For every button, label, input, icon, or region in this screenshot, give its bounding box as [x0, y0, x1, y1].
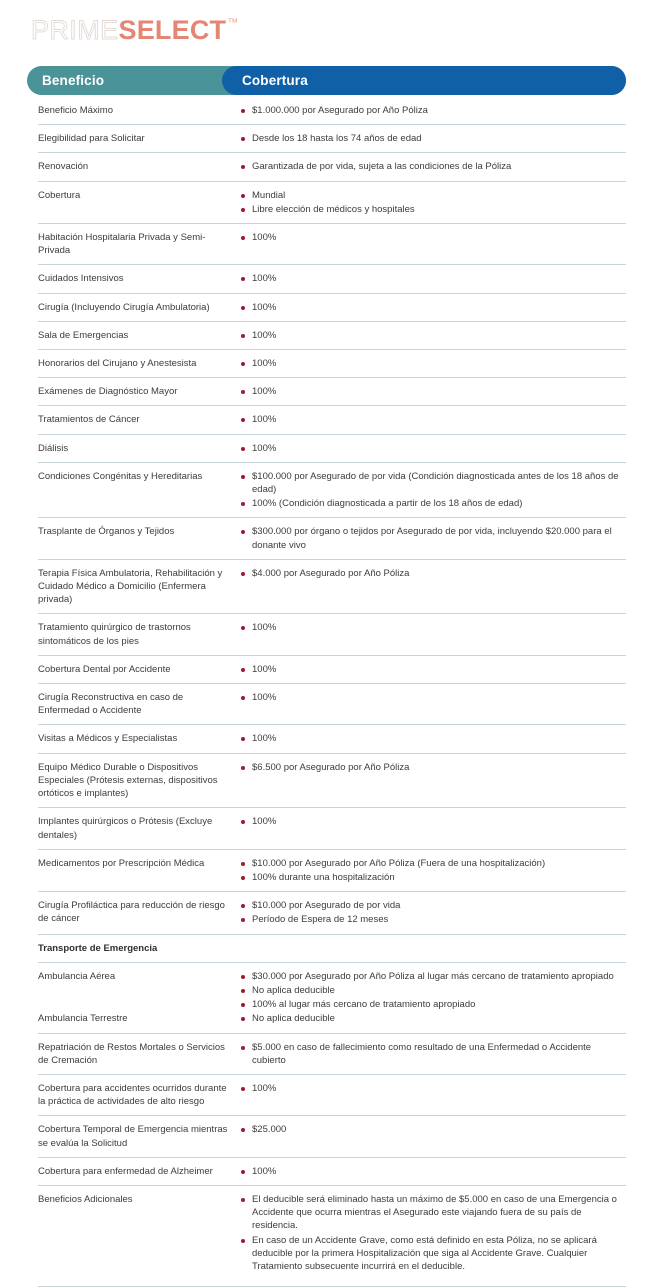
coverage-text: $300.000 por órgano o tejidos por Asegurado de por vida, incluyendo $20.000 para el donante vivo [252, 526, 612, 551]
coverage-bullet-item [241, 442, 626, 455]
coverage-bullet-item [241, 203, 626, 216]
table-row [38, 963, 626, 1034]
bullet-dot-icon [241, 1017, 245, 1021]
coverage-bullet-list [241, 1165, 626, 1178]
bullet-dot-icon [241, 766, 245, 770]
column-header-coverage: Cobertura [242, 73, 308, 88]
benefit-cell: Cirugía Reconstructiva en caso de Enfermedad o Accidente [38, 692, 184, 717]
coverage-cell [241, 160, 626, 173]
bullet-dot-icon [241, 975, 245, 979]
coverage-cell [241, 663, 626, 676]
coverage-bullet-item [241, 470, 626, 496]
bullet-dot-icon [241, 236, 245, 240]
coverage-text: Desde los 18 hasta los 74 años de edad [252, 133, 422, 145]
coverage-bullet-item [241, 621, 626, 634]
table-row [38, 97, 626, 125]
coverage-bullet-list [241, 1123, 626, 1136]
table-row [38, 265, 626, 293]
coverage-cell [241, 442, 626, 455]
coverage-bullet-item [241, 357, 626, 370]
table-row [38, 1158, 626, 1186]
table-row [38, 614, 626, 655]
bullet-dot-icon [241, 1003, 245, 1007]
table-row [38, 560, 626, 615]
table-row [38, 435, 626, 463]
benefit-cell: Honorarios del Cirujano y Anestesista [38, 358, 197, 370]
bullet-dot-icon [241, 194, 245, 198]
coverage-bullet-item [241, 231, 626, 244]
coverage-text: 100% [252, 232, 277, 244]
coverage-bullet-item [241, 1234, 626, 1274]
coverage-text: $4.000 por Asegurado por Año Póliza [252, 567, 410, 579]
coverage-bullet-list [241, 189, 626, 216]
table-row [38, 1186, 626, 1280]
coverage-bullet-list [241, 272, 626, 285]
coverage-cell [241, 1165, 626, 1178]
benefit-label: Ambulancia Aérea [38, 970, 116, 982]
coverage-bullet-item [241, 189, 626, 202]
bullet-dot-icon [241, 918, 245, 922]
coverage-text: $6.500 por Asegurado por Año Póliza [252, 761, 410, 773]
bullet-dot-icon [241, 418, 245, 422]
table-row [38, 182, 626, 224]
coverage-text: $10.000 por Asegurado de por vida [252, 900, 401, 912]
table-row [38, 322, 626, 350]
table-row [38, 406, 626, 434]
coverage-cell [241, 104, 626, 117]
coverage-bullet-item [241, 1123, 626, 1136]
coverage-text: 100% [252, 358, 277, 370]
coverage-cell [241, 132, 626, 145]
coverage-bullet-list [241, 301, 626, 314]
coverage-bullet-list [241, 470, 626, 511]
benefit-cell: Trasplante de Órganos y Tejidos [38, 526, 175, 538]
coverage-cell [241, 691, 626, 704]
coverage-bullet-item [241, 871, 626, 884]
coverage-cell [241, 525, 626, 551]
benefits-table [38, 97, 626, 1280]
coverage-text: El deducible será eliminado hasta un máximo de $5.000 en caso de una Emergencia o Accidente que ocurra mientras el Asegurado este viajando fuera de su país de residencia. [252, 1193, 617, 1232]
table-row [38, 463, 626, 519]
table-row [38, 684, 626, 725]
coverage-text: 100% [252, 1082, 277, 1094]
benefit-cell: Tratamiento quirúrgico de trastornos sintomáticos de los pies [38, 622, 191, 647]
coverage-cell [241, 385, 626, 398]
coverage-text: 100% (Condición diagnosticada a partir de los 18 años de edad) [252, 498, 523, 510]
benefit-cell: Cobertura para enfermedad de Alzheimer [38, 1165, 213, 1177]
coverage-cell [241, 1193, 626, 1273]
table-row [38, 125, 626, 153]
table-row [38, 378, 626, 406]
bullet-dot-icon [241, 447, 245, 451]
coverage-bullet-item [241, 525, 626, 551]
coverage-text: 100% [252, 301, 277, 313]
table-row [38, 656, 626, 684]
bullet-dot-icon [241, 1170, 245, 1174]
bullet-dot-icon [241, 362, 245, 366]
coverage-bullet-list [241, 857, 626, 884]
coverage-bullet-list [241, 1193, 626, 1273]
coverage-bullet-item [241, 761, 626, 774]
coverage-cell [241, 231, 626, 244]
coverage-bullet-item [241, 998, 626, 1011]
bullet-dot-icon [241, 1087, 245, 1091]
bullet-dot-icon [241, 306, 245, 310]
table-row [38, 892, 626, 934]
coverage-bullet-list [241, 357, 626, 370]
coverage-text: $10.000 por Asegurado por Año Póliza (Fuera de una hospitalización) [252, 857, 546, 869]
coverage-text: 100% [252, 1165, 277, 1177]
section-header-row [38, 935, 626, 963]
benefit-cell: Cirugía Profiláctica para reducción de riesgo de cáncer [38, 900, 225, 925]
coverage-bullet-list [241, 104, 626, 117]
coverage-cell [241, 899, 626, 926]
coverage-text: 100% [252, 622, 277, 634]
table-row [38, 350, 626, 378]
coverage-cell [241, 470, 626, 511]
bullet-dot-icon [241, 1198, 245, 1202]
benefit-cell: Terapia Física Ambulatoria, Rehabilitación y Cuidado Médico a Domicilio (Enfermera privada) [38, 567, 223, 606]
coverage-bullet-list [241, 1041, 626, 1067]
benefit-label: Ambulancia Terrestre [38, 1013, 128, 1025]
bullet-dot-icon [241, 1239, 245, 1243]
coverage-bullet-item [241, 1193, 626, 1233]
logo-prime-text: PRIME [31, 15, 119, 45]
coverage-bullet-item [241, 970, 626, 983]
benefit-cell: Beneficio Máximo [38, 105, 113, 116]
coverage-text: 100% [252, 663, 277, 675]
coverage-text: No aplica deducible [252, 984, 335, 996]
bullet-dot-icon [241, 109, 245, 113]
coverage-text: 100% [252, 329, 277, 341]
benefit-cell: Cobertura Temporal de Emergencia mientras se evalúa la Solicitud [38, 1124, 228, 1149]
coverage-bullet-item [241, 272, 626, 285]
brand-logo [31, 17, 238, 51]
benefit-cell: Equipo Médico Durable o Dispositivos Especiales (Prótesis externas, dispositivos ortóticos e implantes) [38, 761, 218, 800]
coverage-cell [241, 761, 626, 774]
coverage-bullet-item [241, 913, 626, 926]
coverage-bullet-item [241, 732, 626, 745]
coverage-bullet-item [241, 497, 626, 510]
coverage-text: Libre elección de médicos y hospitales [252, 203, 415, 215]
coverage-bullet-list [241, 442, 626, 455]
coverage-bullet-list [241, 621, 626, 634]
coverage-text: $25.000 [252, 1124, 287, 1136]
coverage-bullet-item [241, 857, 626, 870]
benefit-cell: Cirugía (Incluyendo Cirugía Ambulatoria) [38, 301, 210, 313]
benefit-cell: Cobertura para accidentes ocurridos durante la práctica de actividades de alto riesgo [38, 1082, 227, 1108]
coverage-text: 100% al lugar más cercano de tratamiento apropiado [252, 999, 476, 1011]
coverage-bullet-item [241, 1165, 626, 1178]
bullet-dot-icon [241, 390, 245, 394]
coverage-cell [241, 272, 626, 285]
coverage-bullet-item [241, 301, 626, 314]
bullet-dot-icon [241, 572, 245, 576]
coverage-bullet-item [241, 567, 626, 580]
coverage-bullet-item [241, 899, 626, 912]
coverage-text: No aplica deducible [252, 1013, 335, 1025]
coverage-text: $100.000 por Asegurado de por vida (Condición diagnosticada antes de los 18 años de edad) [252, 470, 619, 496]
table-header-bar [27, 66, 626, 95]
coverage-text: 100% [252, 273, 277, 285]
coverage-bullet-item [241, 329, 626, 342]
table-row [38, 850, 626, 892]
table-row [38, 224, 626, 265]
table-row [38, 1075, 626, 1116]
coverage-bullet-item [241, 691, 626, 704]
coverage-bullet-list [241, 132, 626, 145]
coverage-text: 100% [252, 733, 277, 745]
bullet-dot-icon [241, 626, 245, 630]
coverage-cell [241, 357, 626, 370]
benefit-cell: Cobertura Dental por Accidente [38, 663, 171, 675]
benefit-cell: Cobertura [38, 189, 81, 201]
benefit-cell: Exámenes de Diagnóstico Mayor [38, 386, 178, 398]
benefit-cell: Implantes quirúrgicos o Prótesis (Excluye dentales) [38, 816, 213, 841]
coverage-text: $30.000 por Asegurado por Año Póliza al lugar más cercano de tratamiento apropiado [252, 970, 614, 982]
benefit-cell: Tratamientos de Cáncer [38, 414, 140, 426]
table-row [38, 518, 626, 559]
bullet-dot-icon [241, 502, 245, 506]
table-row [38, 754, 626, 809]
coverage-text: En caso de un Accidente Grave, como está definido en esta Póliza, no se aplicará deducible por la primera Hospitalización que siga al Accidente Grave. Cualquier Tratamiento subsecuente incurrirá en el deducible. [252, 1234, 597, 1272]
coverage-text: $5.000 en caso de fallecimiento como resultado de una Enfermedad o Accidente cubierto [252, 1041, 592, 1066]
bullet-dot-icon [241, 904, 245, 908]
coverage-bullet-item [241, 132, 626, 145]
coverage-text: Período de Espera de 12 meses [252, 914, 389, 926]
benefit-cell [38, 970, 241, 1026]
bullet-dot-icon [241, 862, 245, 866]
bullet-dot-icon [241, 876, 245, 880]
coverage-bullet-item [241, 413, 626, 426]
section-title-transport: Transporte de Emergencia [38, 942, 158, 954]
coverage-cell [241, 1041, 626, 1067]
coverage-cell [241, 1123, 626, 1136]
coverage-cell [241, 189, 626, 216]
bullet-dot-icon [241, 1128, 245, 1132]
bullet-dot-icon [241, 165, 245, 169]
coverage-bullet-list [241, 413, 626, 426]
bullet-dot-icon [241, 668, 245, 672]
coverage-bullet-item [241, 385, 626, 398]
coverage-bullet-item [241, 663, 626, 676]
bullet-dot-icon [241, 696, 245, 700]
bullet-dot-icon [241, 530, 245, 534]
coverage-text: Mundial [252, 189, 286, 201]
benefit-cell: Condiciones Congénitas y Hereditarias [38, 470, 203, 482]
table-row [38, 294, 626, 322]
coverage-text: 100% durante una hospitalización [252, 871, 395, 883]
coverage-cell [241, 970, 626, 1026]
coverage-bullet-item [241, 984, 626, 997]
coverage-cell [241, 413, 626, 426]
coverage-cell [241, 621, 626, 634]
benefit-cell: Beneficios Adicionales [38, 1193, 133, 1205]
benefit-cell: Medicamentos por Prescripción Médica [38, 857, 205, 869]
bullet-dot-icon [241, 208, 245, 212]
table-row [38, 1116, 626, 1157]
trademark-symbol: ™ [227, 17, 239, 29]
coverage-bullet-list [241, 691, 626, 704]
coverage-bullet-item [241, 104, 626, 117]
coverage-bullet-list [241, 761, 626, 774]
bullet-dot-icon [241, 137, 245, 141]
bullet-dot-icon [241, 1046, 245, 1050]
coverage-bullet-list [241, 899, 626, 926]
coverage-cell [241, 301, 626, 314]
coverage-cell [241, 329, 626, 342]
table-row [38, 808, 626, 849]
benefit-cell: Repatriación de Restos Mortales o Servicios de Cremación [38, 1041, 225, 1066]
bullet-dot-icon [241, 737, 245, 741]
coverage-text: 100% [252, 414, 277, 426]
coverage-bullet-list [241, 970, 626, 1026]
benefit-cell: Elegibilidad para Solicitar [38, 133, 145, 145]
column-header-benefit: Beneficio [42, 73, 105, 88]
benefit-cell: Diálisis [38, 442, 69, 454]
coverage-text: Garantizada de por vida, sujeta a las condiciones de la Póliza [252, 161, 512, 173]
coverage-bullet-list [241, 732, 626, 745]
coverage-bullet-item [241, 160, 626, 173]
bullet-dot-icon [241, 277, 245, 281]
coverage-bullet-list [241, 385, 626, 398]
coverage-bullet-list [241, 663, 626, 676]
bullet-dot-icon [241, 820, 245, 824]
coverage-bullet-list [241, 815, 626, 828]
benefit-cell: Sala de Emergencias [38, 329, 129, 341]
coverage-text: 100% [252, 816, 277, 828]
coverage-bullet-list [241, 231, 626, 244]
table-row [38, 725, 626, 753]
coverage-cell [241, 732, 626, 745]
coverage-cell [241, 567, 626, 580]
coverage-text: 100% [252, 386, 277, 398]
coverage-bullet-list [241, 567, 626, 580]
table-row [38, 153, 626, 181]
coverage-bullet-item [241, 1082, 626, 1095]
coverage-bullet-list [241, 525, 626, 551]
logo-select-text: SELECT [118, 15, 227, 45]
coverage-bullet-item [241, 1041, 626, 1067]
bullet-dot-icon [241, 475, 245, 479]
benefit-cell: Cuidados Intensivos [38, 273, 124, 285]
coverage-cell [241, 815, 626, 828]
coverage-bullet-list [241, 160, 626, 173]
coverage-bullet-item [241, 815, 626, 828]
bullet-dot-icon [241, 989, 245, 993]
coverage-bullet-list [241, 1082, 626, 1095]
table-row [38, 1034, 626, 1075]
coverage-cell [241, 857, 626, 884]
coverage-bullet-list [241, 329, 626, 342]
coverage-text: 100% [252, 692, 277, 704]
coverage-text: $1.000.000 por Asegurado por Año Póliza [252, 105, 428, 116]
benefit-cell: Renovación [38, 161, 89, 173]
bullet-dot-icon [241, 334, 245, 338]
benefit-cell: Habitación Hospitalaria Privada y Semi-Privada [38, 232, 206, 257]
coverage-text: 100% [252, 442, 277, 454]
benefit-cell: Visitas a Médicos y Especialistas [38, 733, 178, 745]
coverage-cell [241, 1082, 626, 1095]
